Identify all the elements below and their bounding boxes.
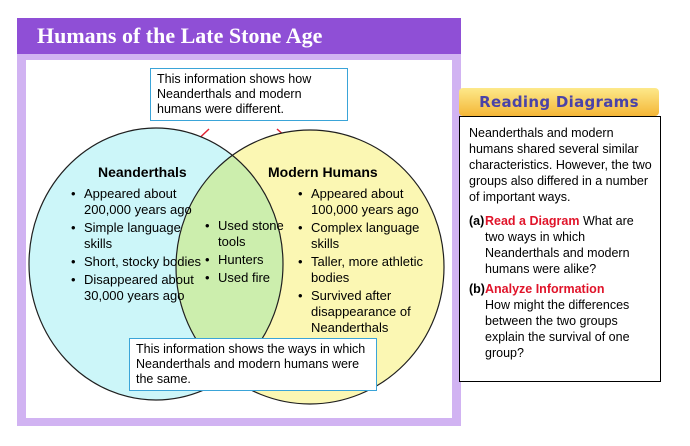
neanderthals-heading: Neanderthals <box>98 164 187 180</box>
page-title: Humans of the Late Stone Age <box>37 23 323 48</box>
reading-diagrams-tab <box>459 88 659 116</box>
list-item: • Disappeared about 30,000 years ago <box>84 272 208 304</box>
diagram-frame <box>17 54 461 426</box>
reading-intro: Neanderthals and modern humans shared several similar characteristics. However, the two groups also differed in a number of important ways. <box>469 126 652 204</box>
question-b <box>469 281 654 361</box>
question-label: Analyze Information <box>485 282 605 296</box>
shared-traits-list <box>204 218 286 288</box>
question-label: Read a Diagram <box>485 214 580 228</box>
neanderthals-list <box>70 186 208 306</box>
differences-callout: This information shows how Neanderthals and modern humans were different. <box>150 68 348 121</box>
list-item: • Short, stocky bodies <box>84 254 208 270</box>
title-bar <box>17 18 461 54</box>
reading-diagrams-box <box>459 116 661 382</box>
list-item: • Appeared about 200,000 years ago <box>84 186 208 218</box>
similarities-callout: This information shows the ways in which Neanderthals and modern humans were the same. <box>129 338 377 391</box>
venn-panel <box>26 60 452 418</box>
reading-diagrams-label: Reading Diagrams <box>479 93 639 111</box>
list-item: • Complex language skills <box>311 220 437 252</box>
list-item: • Used fire <box>218 270 286 286</box>
list-item: • Simple language skills <box>84 220 208 252</box>
question-text: What are two ways in which Neanderthals and modern humans were alike? <box>485 214 634 276</box>
question-a <box>469 213 654 277</box>
question-letter: (a) <box>469 214 485 228</box>
modern-humans-heading: Modern Humans <box>268 164 378 180</box>
list-item: • Hunters <box>218 252 286 268</box>
list-item: • Used stone tools <box>218 218 286 250</box>
modern-humans-list <box>297 186 437 338</box>
list-item: • Appeared about 100,000 years ago <box>311 186 437 218</box>
list-item: • Survived after disappearance of Neanderthals <box>311 288 437 336</box>
question-text: How might the differences between the two groups explain the survival of one group? <box>485 298 630 360</box>
list-item: • Taller, more athletic bodies <box>311 254 437 286</box>
question-letter: (b) <box>469 282 485 296</box>
